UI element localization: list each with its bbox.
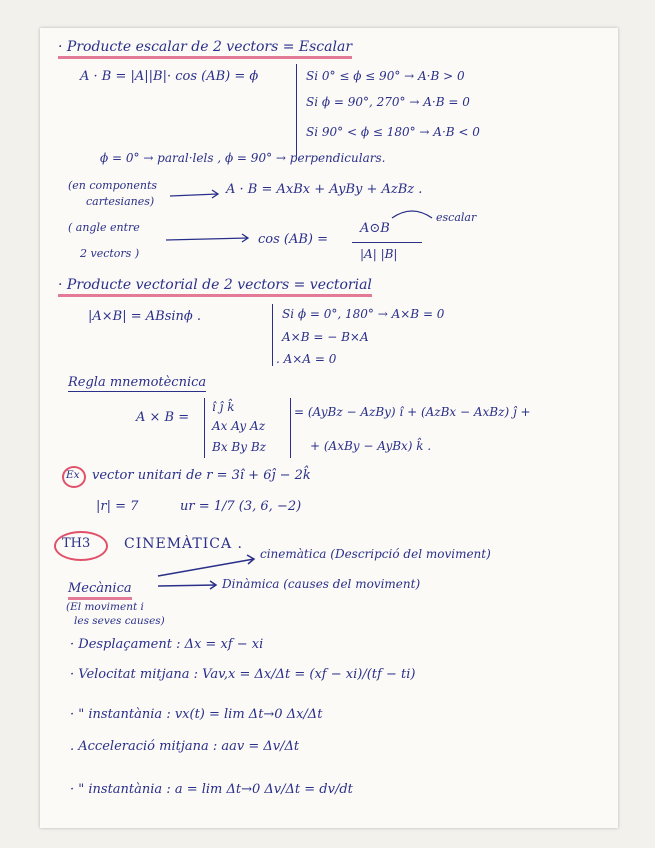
components-label-line1: (en components	[68, 179, 158, 192]
arrow-to-dinamica	[158, 585, 216, 586]
dot-case-negative: Si 90° < ϕ ≤ 180° → A·B < 0	[306, 125, 480, 139]
determinant-row-a: Ax Ay Az	[212, 419, 266, 433]
angle-formula-denominator: |A| |B|	[360, 247, 398, 261]
cross-prop-parallel: Si ϕ = 0°, 180° → A×B = 0	[282, 307, 445, 321]
components-label-line2: cartesianes)	[86, 195, 155, 208]
dot-product-formula: A · B = |A||B|· cos (AB) = ϕ	[80, 69, 259, 84]
avg-velocity-formula: · Velocitat mitjana : Vav,x = Δx/Δt = (xf − xi)/(tf − ti)	[70, 667, 416, 682]
example-magnitude: |r| = 7	[96, 499, 139, 514]
dot-case-zero: Si ϕ = 90°, 270° → A·B = 0	[306, 95, 470, 109]
inst-velocity-formula: · " instantània : vx(t) = lim Δt→0 Δx/Δt	[70, 707, 323, 722]
mecanica-note-line2: les seves causes)	[74, 615, 165, 627]
mecanica-label-text: Mecànica	[68, 581, 132, 600]
hand-drawn-arrows	[40, 28, 618, 828]
mnemonic-result-line1: = (AyBz − AzBy) î + (AzBx − AxBz) ĵ +	[294, 405, 531, 419]
example-statement: vector unitari de r = 3î + 6ĵ − 2k̂	[92, 468, 311, 483]
cinematica-definition: cinemàtica (Descripció del moviment)	[260, 547, 491, 561]
dinamica-definition: Dinàmica (causes del moviment)	[222, 577, 421, 591]
example-badge: Ex	[66, 469, 80, 481]
cross-prop-self: . A×A = 0	[276, 352, 337, 366]
arrow-to-cinematica	[158, 559, 254, 576]
angle-formula-lhs: cos (AB) =	[258, 232, 329, 247]
cross-magnitude-formula: |A×B| = ABsinϕ .	[88, 309, 202, 324]
avg-acceleration-formula: . Acceleració mitjana : aav = Δv/Δt	[70, 739, 300, 754]
topic-badge: TH3	[62, 536, 91, 551]
determinant-row-b: Bx By Bz	[212, 440, 266, 454]
determinant-row-units: î ĵ k̂	[212, 400, 235, 414]
arrow-to-escalar	[392, 211, 432, 218]
cross-prop-anticommutative: A×B = − B×A	[282, 330, 369, 344]
components-formula: A · B = AxBx + AyBy + AzBz .	[226, 182, 423, 197]
escalar-note: escalar	[436, 211, 477, 224]
angle-label-line2: 2 vectors )	[80, 247, 140, 260]
dot-product-title-text: · Producte escalar de 2 vectors = Escalar	[58, 39, 352, 59]
mecanica-note-line1: (El moviment i	[66, 601, 144, 613]
example-unit-vector: ur = 1/7 (3, 6, −2)	[180, 499, 302, 514]
angle-formula-numerator: A⊙B	[360, 221, 390, 236]
displacement-formula: · Desplaçament : Δx = xf − xi	[70, 637, 264, 652]
angle-label-line1: ( angle entre	[68, 221, 140, 234]
parallel-perpendicular-note: ϕ = 0° → paral·lels , ϕ = 90° → perpendiculars.	[100, 151, 386, 165]
mnemonic-result-line2: + (AxBy − AyBx) k̂ .	[310, 439, 432, 453]
cross-product-title-text: · Producte vectorial de 2 vectors = vectorial	[58, 277, 372, 297]
arrow-angle	[166, 238, 248, 240]
mnemonic-lhs: A × B =	[136, 410, 190, 425]
kinematics-title: CINEMÀTICA .	[124, 536, 243, 552]
arrow-components	[170, 194, 218, 196]
notebook-page	[40, 28, 618, 828]
inst-acceleration-formula: · " instantània : a = lim Δt→0 Δv/Δt = dv/dt	[70, 782, 353, 797]
dot-case-positive: Si 0° ≤ ϕ ≤ 90° → A·B > 0	[306, 69, 465, 83]
mnemonic-title-text: Regla mnemotècnica	[68, 375, 207, 390]
